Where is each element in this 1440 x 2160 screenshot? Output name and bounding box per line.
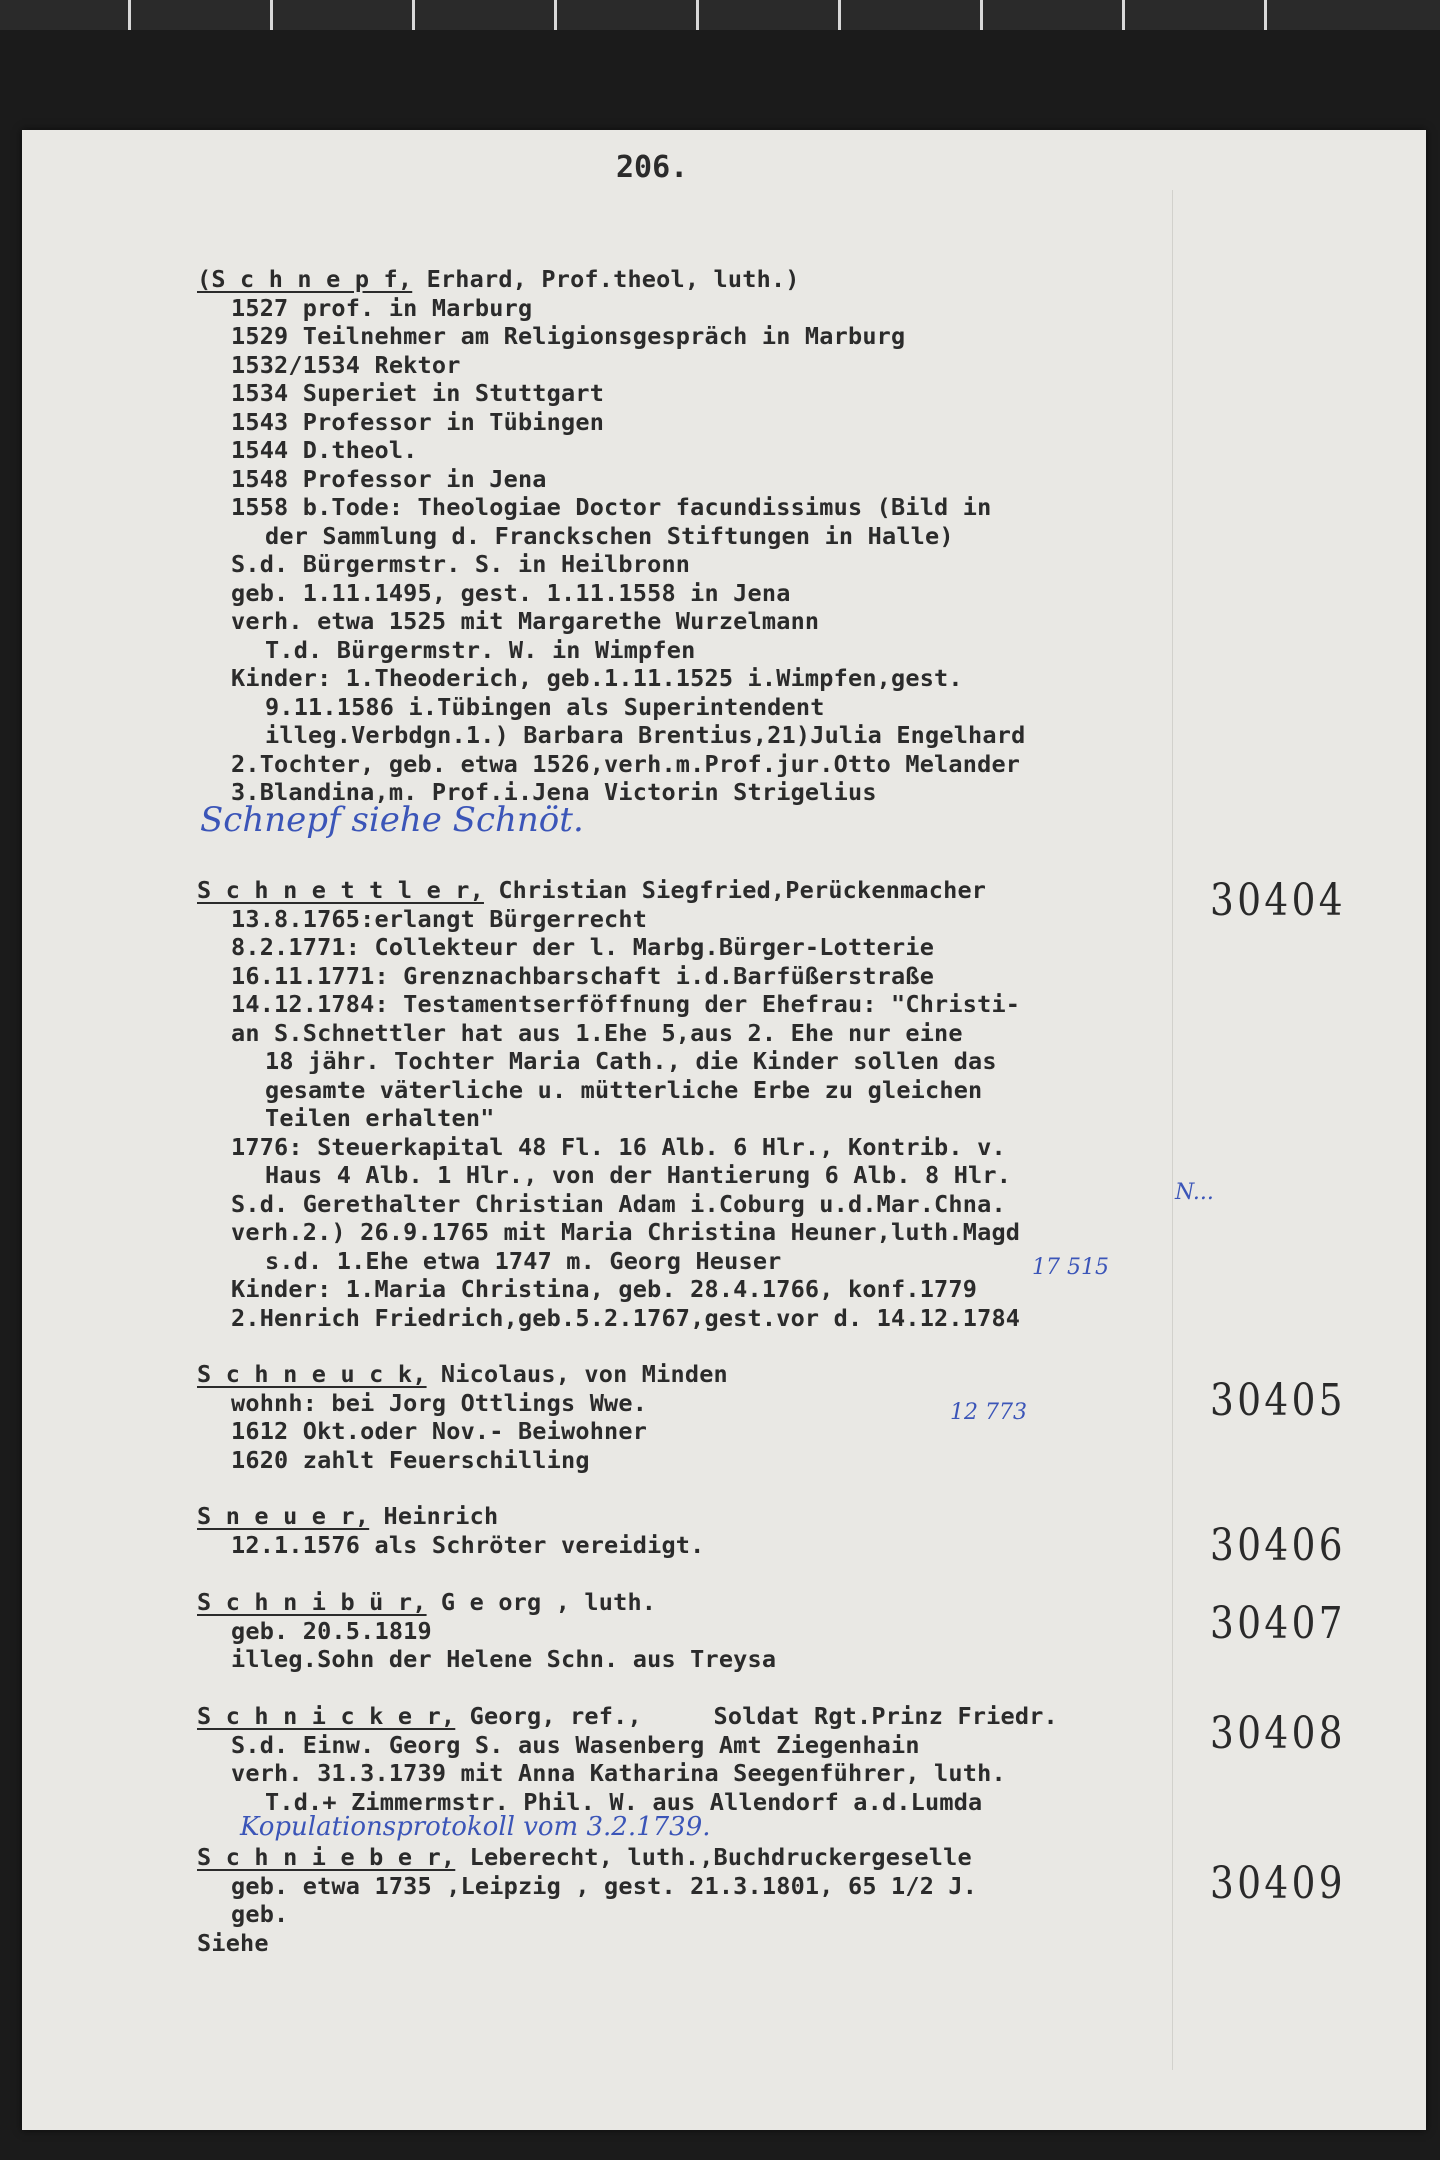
surname: S c h n i c k e r, [197,1702,456,1730]
strip-tick [554,0,557,30]
entry-line: geb. 20.5.1819 [231,1616,432,1645]
entry-sneuer [197,1502,705,1559]
strip-tick [838,0,841,30]
record-number: 30405 [1210,1375,1346,1426]
entry-line: 9.11.1586 i.Tübingen als Superintendent [265,692,825,721]
surname: S c h n i b ü r, [197,1588,427,1616]
entry-schnibuer [197,1588,776,1674]
surname: S c h n i e b e r, [197,1843,456,1871]
strip-tick [1264,0,1267,30]
entry-line: 1543 Professor in Tübingen [231,407,605,436]
surname: (S c h n e p f, [197,265,413,293]
entry-schnicker [197,1702,1058,1816]
entry-line: 13.8.1765:erlangt Bürgerrecht [231,904,648,933]
entry-line: an S.Schnettler hat aus 1.Ehe 5,aus 2. Ehe nur eine [231,1018,963,1047]
entry-heading [197,1502,705,1531]
entry-line: illeg.Verbdgn.1.) Barbara Brentius,21)Julia Engelhard [265,721,1026,749]
entry-line: 3.Blandina,m. Prof.i.Jena Victorin Strigelius [231,778,877,806]
surname: S c h n e t t l e r, [197,876,484,904]
strip-tick [980,0,983,30]
strip-tick [412,0,415,30]
given-name-details: Georg, ref., Soldat Rgt.Prinz Friedr. [455,1702,1058,1730]
entry-line: 1534 Superiet in Stuttgart [231,379,605,407]
record-number: 30404 [1210,875,1346,926]
given-name-details: G e org , luth. [426,1588,657,1616]
entry-schneuck [197,1360,728,1474]
scanner-top-strip [0,0,1440,30]
record-number: 30406 [1210,1520,1346,1571]
entry-line: Kinder: 1.Maria Christina, geb. 28.4.1766, konf.1779 [231,1275,978,1303]
given-name-details: Erhard, Prof.theol, luth.) [412,265,800,293]
handwritten-number: 12 773 [950,1400,1027,1425]
entry-line: 1776: Steuerkapital 48 Fl. 16 Alb. 6 Hlr., Kontrib. v. [231,1132,1006,1161]
handwritten-number: 17 515 [1032,1255,1109,1280]
index-card-page [22,130,1426,2130]
record-number: 30408 [1210,1708,1346,1759]
entry-line: S.d. Gerethalter Christian Adam i.Coburg u.d.Mar.Chna. [231,1189,1006,1218]
entry-line: geb. [231,1900,289,1928]
entry-line: Kinder: 1.Theoderich, geb.1.11.1525 i.Wimpfen,gest. [231,664,963,692]
strip-tick [270,0,273,30]
margin-rule [1172,190,1173,2070]
entry-line: S.d. Einw. Georg S. aus Wasenberg Amt Ziegenhain [231,1730,920,1759]
entry-line: 2.Henrich Friedrich,geb.5.2.1767,gest.vor d. 14.12.1784 [231,1303,1021,1332]
entry-heading [197,1843,977,1872]
entry-line: T.d. Bürgermstr. W. in Wimpfen [265,635,696,664]
entry-line: gesamte väterliche u. mütterliche Erbe zu gleichen [265,1075,983,1104]
given-name-details: Heinrich [369,1502,499,1530]
entry-line: 16.11.1771: Grenznachbarschaft i.d.Barfüßerstraße [231,961,935,990]
entry-heading [197,1702,1058,1731]
handwritten-note: Schnepf siehe Schnöt. [200,800,584,840]
entry-line: wohnh: bei Jorg Ottlings Wwe. [231,1388,648,1417]
entry-line: 1612 Okt.oder Nov.- Beiwohner [231,1417,648,1445]
handwritten-protocol-note: Kopulationsprotokoll vom 3.2.1739. [240,1812,711,1842]
entry-line: S.d. Bürgermstr. S. in Heilbronn [231,550,691,578]
entry-heading [197,876,1020,905]
surname: S c h n e u c k, [197,1360,427,1388]
entry-line: 2.Tochter, geb. etwa 1526,verh.m.Prof.jur.Otto Melander [231,749,1021,778]
entry-line: 18 jähr. Tochter Maria Cath., die Kinder sollen das [265,1047,997,1075]
given-name-details: Nicolaus, von Minden [426,1360,728,1388]
entry-schnieber [197,1843,977,1957]
entry-line: Haus 4 Alb. 1 Hlr., von der Hantierung 6 Alb. 8 Hlr. [265,1161,1012,1189]
surname: S n e u e r, [197,1502,370,1530]
handwritten-mark: N... [1175,1180,1214,1205]
entry-line: der Sammlung d. Franckschen Stiftungen in Halle) [265,521,954,550]
entry-line: Teilen erhalten" [265,1104,495,1132]
entry-line: 1529 Teilnehmer am Religionsgespräch in Marburg [231,322,906,350]
entry-line: 1527 prof. in Marburg [231,293,533,322]
record-number: 30409 [1210,1858,1346,1909]
entry-heading [197,1588,776,1617]
entry-line: 1548 Professor in Jena [231,464,547,493]
strip-tick [1122,0,1125,30]
entry-line: verh.2.) 26.9.1765 mit Maria Christina Heuner,luth.Magd [231,1218,1021,1246]
strip-tick [696,0,699,30]
record-number: 30407 [1210,1598,1346,1649]
entry-line: 1544 D.theol. [231,436,418,464]
entry-line: illeg.Sohn der Helene Schn. aus Treysa [231,1645,777,1673]
entry-line: Siehe [197,1928,269,1957]
entry-line: T.d.+ Zimmermstr. Phil. W. aus Allendorf a.d.Lumda [265,1787,983,1816]
entry-line: s.d. 1.Ehe etwa 1747 m. Georg Heuser [265,1246,782,1275]
entry-schnettler [197,876,1020,1332]
entry-line: 1620 zahlt Feuerschilling [231,1445,590,1474]
entry-schnepf [197,265,1025,807]
entry-line: 1532/1534 Rektor [231,350,461,379]
entry-line: verh. etwa 1525 mit Margarethe Wurzelmann [231,607,820,635]
entry-line: 8.2.1771: Collekteur der l. Marbg.Bürger-Lotterie [231,933,935,961]
given-name-details: Christian Siegfried,Perückenmacher [483,876,987,904]
strip-tick [128,0,131,30]
entry-line: 14.12.1784: Testamentserföffnung der Ehefrau: "Christi- [231,990,1021,1018]
entry-line: 12.1.1576 als Schröter vereidigt. [231,1530,705,1559]
given-name-details: Leberecht, luth.,Buchdruckergeselle [455,1843,972,1871]
entry-line: geb. 1.11.1495, gest. 1.11.1558 in Jena [231,578,791,607]
entry-line: verh. 31.3.1739 mit Anna Katharina Seegenführer, luth. [231,1759,1006,1787]
entry-line: 1558 b.Tode: Theologiae Doctor facundissimus (Bild in [231,493,992,521]
entry-line: geb. etwa 1735 ,Leipzig , gest. 21.3.1801, 65 1/2 J. [231,1871,978,1900]
entry-heading [197,1360,728,1389]
entry-heading [197,265,1025,294]
page-number: 206. [616,150,689,185]
